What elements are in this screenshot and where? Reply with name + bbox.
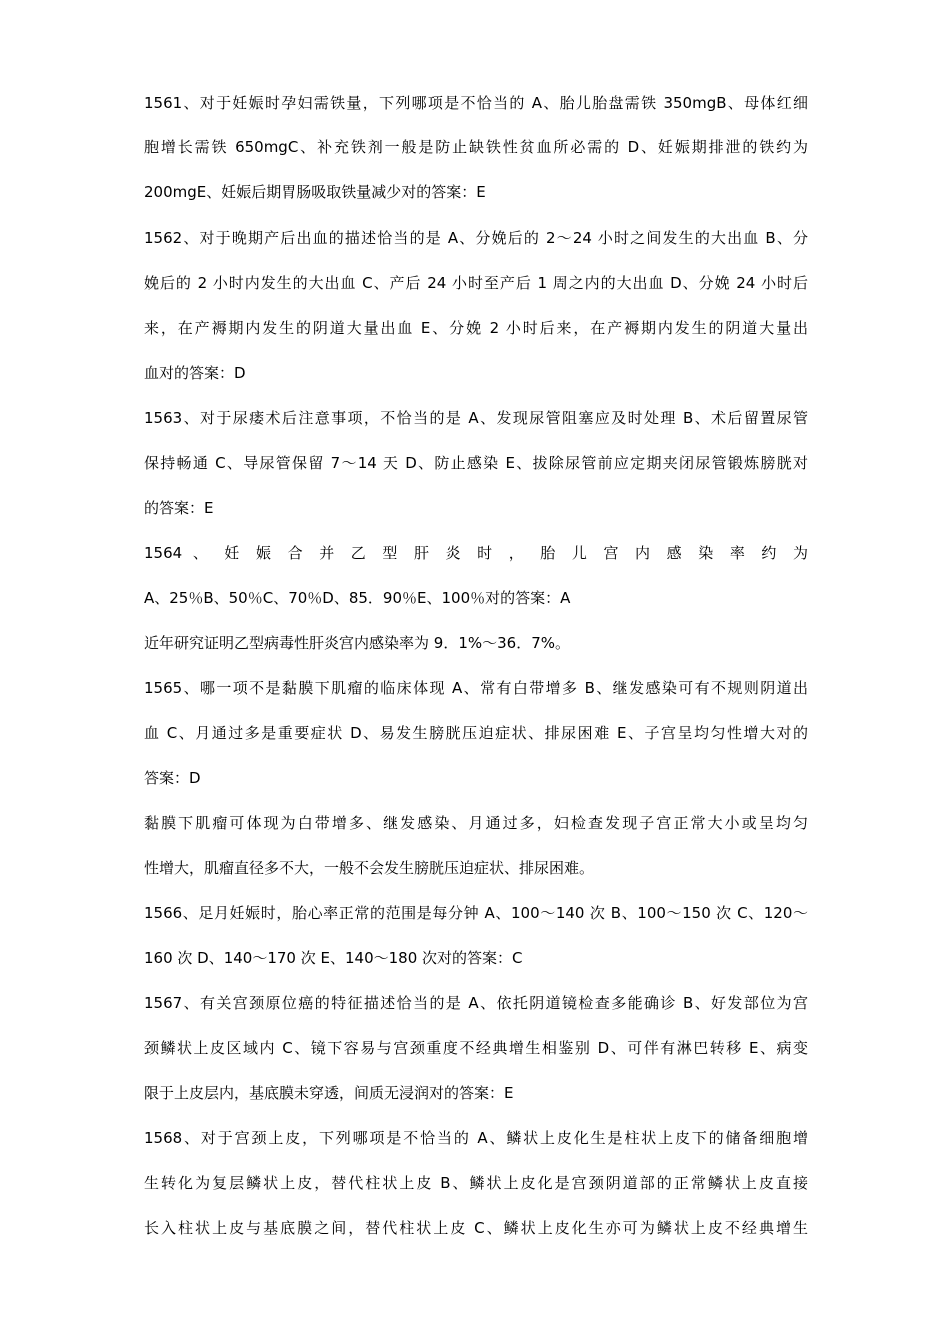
text-line: 生转化为复层鳞状上皮，替代柱状上皮 B、鳞状上皮化是宫颈阴道部的正常鳞状上皮直接 <box>144 1174 808 1192</box>
text-line: A、25％B、50％C、70％D、85．90％E、100％对的答案：A <box>144 589 571 607</box>
text-line: 1566、足月妊娠时，胎心率正常的范围是每分钟 A、100～140 次 B、100～150 次 C、120～ <box>144 904 808 922</box>
text-line: 1563、对于尿瘘术后注意事项，不恰当的是 A、发现尿管阻塞应及时处理 B、术后留置尿管 <box>144 409 808 427</box>
text-line: 性增大，肌瘤直径多不大，一般不会发生膀胱压迫症状、排尿困难。 <box>144 859 595 877</box>
text-line: 的答案：E <box>144 499 214 517</box>
text-line: 来，在产褥期内发生的阴道大量出血 E、分娩 2 小时后来，在产褥期内发生的阴道大量出 <box>144 319 808 337</box>
text-line: 1561、对于妊娠时孕妇需铁量，下列哪项是不恰当的 A、胎儿胎盘需铁 350mgB、母体红细 <box>144 94 808 112</box>
text-line: 保持畅通 C、导尿管保留 7～14 天 D、防止感染 E、拔除尿管前应定期夹闭尿管锻炼膀胱对 <box>144 454 808 472</box>
text-line: 黏膜下肌瘤可体现为白带增多、继发感染、月通过多，妇检查发现子宫正常大小或呈均匀 <box>144 814 808 832</box>
text-line: 1565、哪一项不是黏膜下肌瘤的临床体现 A、常有白带增多 B、继发感染可有不规则阴道出 <box>144 679 808 697</box>
text-line: 160 次 D、140～170 次 E、140～180 次对的答案：C <box>144 949 523 967</box>
text-line: 胞增长需铁 650mgC、补充铁剂一般是防止缺铁性贫血所必需的 D、妊娠期排泄的铁约为 <box>144 138 808 156</box>
text-line: 近年研究证明乙型病毒性肝炎宫内感染率为 9．1%～36．7%。 <box>144 634 570 652</box>
text-line: 娩后的 2 小时内发生的大出血 C、产后 24 小时至产后 1 周之内的大出血 D、分娩 24 小时后 <box>144 274 808 292</box>
text-line: 血对的答案：D <box>144 364 246 382</box>
text-line: 限于上皮层内，基底膜未穿透，间质无浸润对的答案：E <box>144 1084 514 1102</box>
text-line: 1568、对于宫颈上皮，下列哪项是不恰当的 A、鳞状上皮化生是柱状上皮下的储备细胞增 <box>144 1129 808 1147</box>
text-line: 1562、对于晚期产后出血的描述恰当的是 A、分娩后的 2～24 小时之间发生的大出血 B、分 <box>144 229 808 247</box>
text-line: 答案：D <box>144 769 201 787</box>
text-line: 血 C、月通过多是重要症状 D、易发生膀胱压迫症状、排尿困难 E、子宫呈均匀性增大对的 <box>144 724 808 742</box>
text-line: 长入柱状上皮与基底膜之间，替代柱状上皮 C、鳞状上皮化生亦可为鳞状上皮不经典增生 <box>144 1219 808 1237</box>
text-line: 颈鳞状上皮区域内 C、镜下容易与宫颈重度不经典增生相鉴别 D、可伴有淋巴转移 E、病变 <box>144 1039 808 1057</box>
text-line: 1567、有关宫颈原位癌的特征描述恰当的是 A、依托阴道镜检查多能确诊 B、好发部位为宫 <box>144 994 808 1012</box>
text-line: 1564 、 妊 娠 合 并 乙 型 肝 炎 时 ， 胎 儿 宫 内 感 染 率 约 为 <box>144 544 808 562</box>
text-line: 200mgE、妊娠后期胃肠吸取铁量减少对的答案：E <box>144 183 486 201</box>
